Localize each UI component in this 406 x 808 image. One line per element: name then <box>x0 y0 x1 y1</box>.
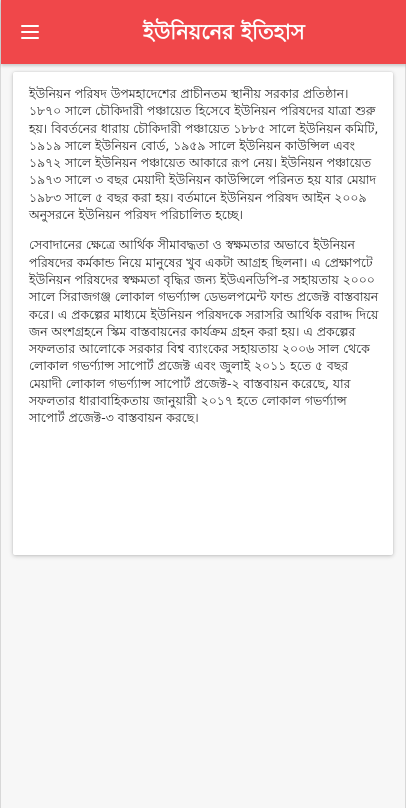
app-bar <box>1 0 406 64</box>
history-card <box>13 72 393 555</box>
menu-line <box>21 31 39 33</box>
hamburger-menu-icon[interactable] <box>15 18 45 46</box>
page-title: ইউনিয়নের ইতিহাস <box>143 20 305 44</box>
menu-line <box>21 37 39 39</box>
history-paragraph-2: সেবাদানের ক্ষেত্রে আর্থিক সীমাবদ্ধতা ও স্বক্ষমতার অভাবে ইউনিয়ন পরিষদের কর্মকান্ড নিয়ে মানুষের খুব একটা আগ্রহ ছিলনা। এ প্রেক্ষাপটে ইউনিয়ন পরিষদের স্বক্ষমতা বৃদ্ধির জন্য ইউএনডিপি-র সহায়তায় ২০০০ সালে সিরাজগঞ্জ লোকাল গভর্ণ্যান্স ডেভলপমেন্ট ফান্ড প্রজেক্ট বাস্তবায়ন করে। এ প্রকল্পের মাধ্যমে ইউনিয়ন পরিষদকে সরাসরি আর্থিক বরাদ্দ দিয়ে জন অংশগ্রহনে স্কিম বাস্তবায়নের কার্যক্রম গ্রহন করা হয়। এ প্রকল্পের সফলতার আলোকে সরকার বিশ্ব ব্যাংকের সহায়তায় ২০০৬ সাল থেকে লোকাল গভর্ণ্যান্স সাপোর্ট প্রজেক্ট এবং জুলাই ২০১১ হতে ৫ বছর মেয়াদী লোকাল গভর্ণ্যান্স সাপোর্ট প্রজেক্ট-২ বাস্তবায়ন করেছে, যার সফলতার ধারাবাহিকতায় জানুয়ারী ২০১৭ হতে লোকাল গভর্ণ্যান্স সাপোর্ট প্রজেক্ট-৩ বাস্তবায়ন করছে। <box>29 237 379 426</box>
history-paragraph-1: ইউনিয়ন পরিষদ উপমহাদেশের প্রাচীনতম স্থানীয় সরকার প্রতিষ্ঠান। ১৮৭০ সালে চৌকিদারী পঞ্চায়েত হিসেবে ইউনিয়ন পরিষদের যাত্রা শুরু হয়। বিবর্তনের ধারায় চৌকিদারী পঞ্চায়েত ১৮৮৫ সালে ইউনিয়ন কমিটি, ১৯১৯ সালে ইউনিয়ন বোর্ড, ১৯৫৯ সালে ইউনিয়ন কাউন্সিল এবং ১৯৭২ সালে ইউনিয়ন পঞ্চায়েত আকারে রূপ নেয়। ইউনিয়ন পঞ্চায়েত ১৯৭৩ সালে ৩ বছর মেয়াদী ইউনিয়ন কাউন্সিলে পরিনত হয় যার মেয়াদ ১৯৮৩ সালে ৫ বছর করা হয়। বর্তমানে ইউনিয়ন পরিষদ আইন ২০০৯ অনুসরনে ইউনিয়ন পরিষদ পরিচালিত হচ্ছে। <box>29 86 379 223</box>
menu-line <box>21 25 39 27</box>
